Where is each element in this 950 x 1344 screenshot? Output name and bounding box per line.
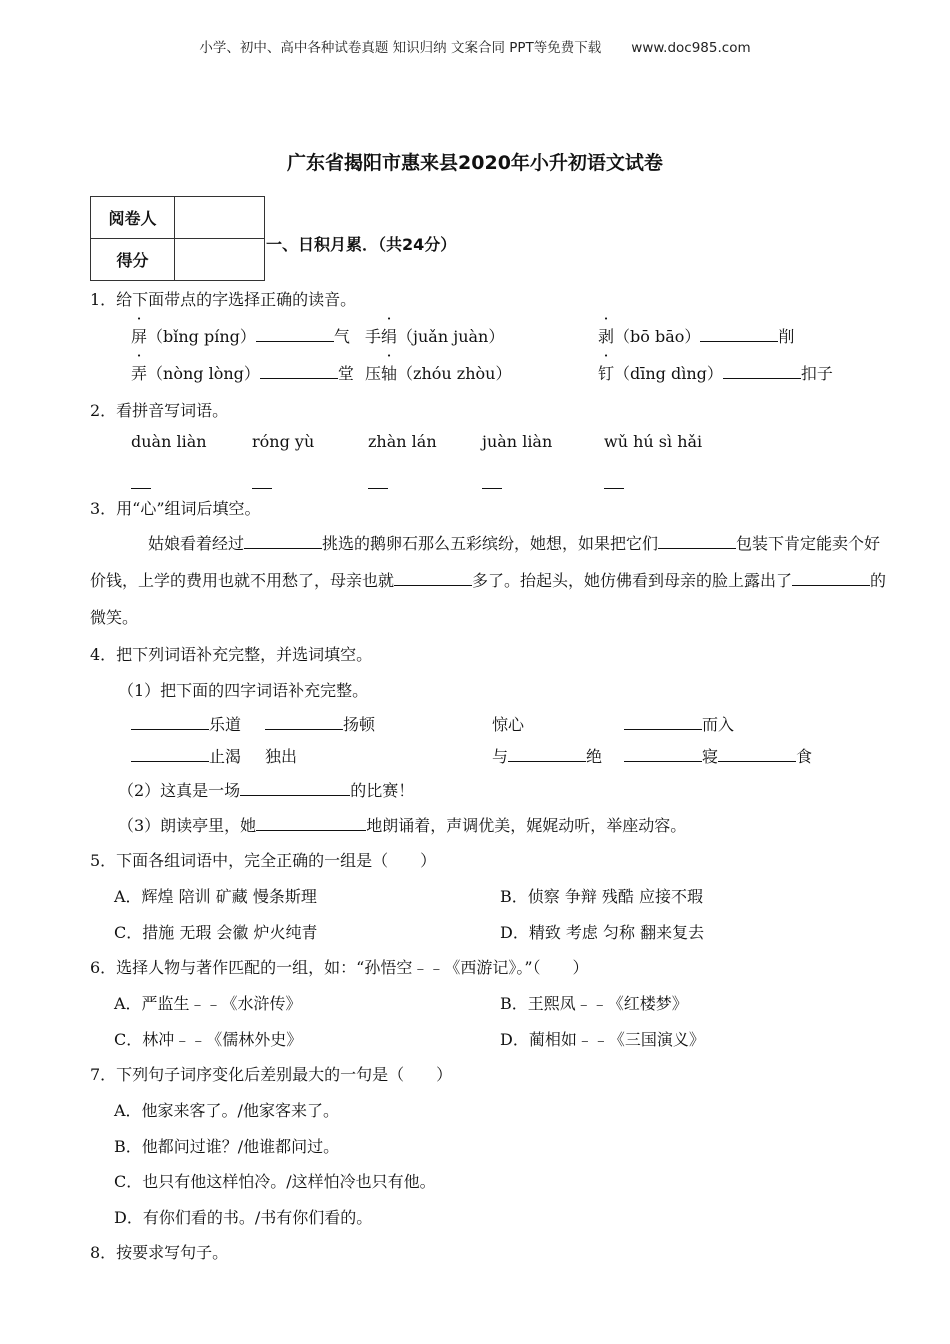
q5-option-d[interactable]: D．精致 考虑 匀称 翻来复去 — [500, 923, 705, 942]
q1-item: 屏（bǐng píng） 气 — [131, 324, 350, 347]
answer-blank[interactable] — [368, 488, 388, 489]
q5-option-c[interactable]: C．措施 无瑕 会徽 炉火纯青 — [114, 923, 318, 942]
idiom-item: 寝 食 — [624, 744, 812, 767]
score-table — [90, 196, 265, 281]
answer-blank[interactable] — [700, 327, 778, 342]
reviewer-cell[interactable] — [175, 197, 265, 239]
pinyin-item: róng yù — [252, 432, 315, 451]
q6-stem: 6．选择人物与著作匹配的一组，如：“孙悟空﹣﹣《西游记》。”（ ） — [90, 958, 589, 977]
q4-sub2: （2）这真是一场 的比赛！ — [118, 781, 415, 800]
pinyin-options: （nòng lòng） — [147, 364, 260, 383]
answer-blank[interactable] — [624, 715, 702, 730]
answer-blank[interactable] — [256, 327, 334, 342]
answer-blank[interactable] — [792, 571, 870, 586]
dotted-char: 弄 — [131, 364, 148, 383]
q8-stem: 8．按要求写句子。 — [90, 1243, 229, 1262]
pinyin-item: zhàn lán — [368, 432, 437, 451]
dotted-char: 屏 — [131, 327, 148, 346]
q7-option-c[interactable]: C．也只有他这样怕冷。/这样怕冷也只有他。 — [114, 1172, 436, 1191]
pinyin-item: juàn liàn — [482, 432, 553, 451]
answer-blank[interactable] — [723, 364, 801, 379]
dotted-char: 轴 — [381, 364, 398, 383]
q6-option-a[interactable]: A．严监生﹣﹣《水浒传》 — [114, 994, 302, 1013]
q7-stem: 7．下列句子词序变化后差别最大的一句是（ ） — [90, 1065, 453, 1084]
pinyin-options: （juǎn juàn） — [397, 327, 505, 346]
dotted-char: 钉 — [598, 364, 615, 383]
q4-sub1: （1）把下面的四字词语补充完整。 — [118, 681, 369, 700]
q6-option-c[interactable]: C．林冲﹣﹣《儒林外史》 — [114, 1030, 303, 1049]
idiom-item: 与 绝 — [492, 747, 603, 766]
score-label: 得分 — [91, 239, 175, 281]
answer-blank[interactable] — [482, 488, 502, 489]
q4-stem: 4．把下列词语补充完整，并选词填空。 — [90, 645, 373, 664]
idiom-item: 而入 — [624, 712, 734, 735]
dotted-char: 剥 — [598, 327, 615, 346]
page-title: 广东省揭阳市惠来县2020年小升初语文试卷 — [287, 152, 663, 174]
idiom-item: 乐道 — [131, 712, 241, 735]
q1-item: 钉（dīng dìng） 扣子 — [598, 361, 833, 384]
pinyin-options: （dīng dìng） — [614, 364, 723, 383]
dotted-char: 绢 — [381, 327, 398, 346]
pinyin-options: （zhóu zhòu） — [397, 364, 512, 383]
answer-blank[interactable] — [604, 488, 624, 489]
q6-option-b[interactable]: B．王熙凤﹣﹣《红楼梦》 — [500, 994, 688, 1013]
q7-option-b[interactable]: B．他都问过谁？/他谁都问过。 — [114, 1137, 340, 1156]
answer-blank[interactable] — [131, 747, 209, 762]
reviewer-label: 阅卷人 — [91, 197, 175, 239]
q5-option-a[interactable]: A．辉煌 陪训 矿藏 慢条斯理 — [114, 887, 317, 906]
header-site-link[interactable]: www.doc985.com — [631, 40, 751, 56]
q2-stem: 2．看拼音写词语。 — [90, 401, 229, 420]
q6-option-d[interactable]: D．蔺相如﹣﹣《三国演义》 — [500, 1030, 705, 1049]
q1-item: 压轴（zhóu zhòu） — [365, 361, 511, 384]
pinyin-options: （bǐng píng） — [147, 327, 256, 346]
answer-blank[interactable] — [252, 488, 272, 489]
idiom-item: 止渴 — [131, 744, 241, 767]
answer-blank[interactable] — [624, 747, 702, 762]
pinyin-item: duàn liàn — [131, 432, 207, 451]
answer-blank[interactable] — [265, 715, 343, 730]
q5-stem: 5．下面各组词语中，完全正确的一组是（ ） — [90, 851, 437, 870]
answer-blank[interactable] — [131, 715, 209, 730]
section-heading: 一、日积月累．（共24分） — [266, 235, 457, 254]
q3-stem: 3．用“心”组词后填空。 — [90, 499, 261, 518]
q1-item: 弄（nòng lòng） 堂 — [131, 361, 354, 384]
q5-option-b[interactable]: B．侦察 争辩 残酷 应接不瑕 — [500, 887, 704, 906]
answer-blank[interactable] — [658, 534, 736, 549]
answer-blank[interactable] — [244, 534, 322, 549]
answer-blank[interactable] — [508, 747, 586, 762]
q1-stem: 1．给下面带点的字选择正确的读音。 — [90, 290, 357, 309]
answer-blank[interactable] — [256, 816, 366, 831]
page-header — [0, 36, 950, 56]
q3-passage: 姑娘看着经过 挑选的鹅卵石那么五彩缤纷，她想，如果把它们 包装下肯定能卖个好价钱，上学的费用也就不用愁了，母亲也就 多了。抬起头，她仿佛看到母亲的脸上露出了 的微笑。 — [90, 534, 887, 627]
q1-item: 剥（bō bāo） 削 — [598, 324, 794, 347]
idiom-item: 独出 — [265, 747, 298, 766]
q1-item: 手绢（juǎn juàn） — [365, 324, 504, 347]
pinyin-item: wǔ hú sì hǎi — [604, 432, 703, 451]
answer-blank[interactable] — [718, 747, 796, 762]
q4-sub3: （3）朗读亭里，她 地朗诵着，声调优美，娓娓动听，举座动容。 — [118, 816, 687, 835]
idiom-item: 扬顿 — [265, 712, 375, 735]
score-cell[interactable] — [175, 239, 265, 281]
q7-option-a[interactable]: A．他家来客了。/他家客来了。 — [114, 1101, 339, 1120]
answer-blank[interactable] — [394, 571, 472, 586]
header-tagline: 小学、初中、高中各种试卷真题 知识归纳 文案合同 PPT等免费下载 — [199, 40, 602, 56]
answer-blank[interactable] — [240, 781, 350, 796]
idiom-item: 惊心 — [492, 715, 525, 734]
pinyin-options: （bō bāo） — [614, 327, 701, 346]
answer-blank[interactable] — [131, 488, 151, 489]
answer-blank[interactable] — [260, 364, 338, 379]
q7-option-d[interactable]: D．有你们看的书。/书有你们看的。 — [114, 1208, 373, 1227]
